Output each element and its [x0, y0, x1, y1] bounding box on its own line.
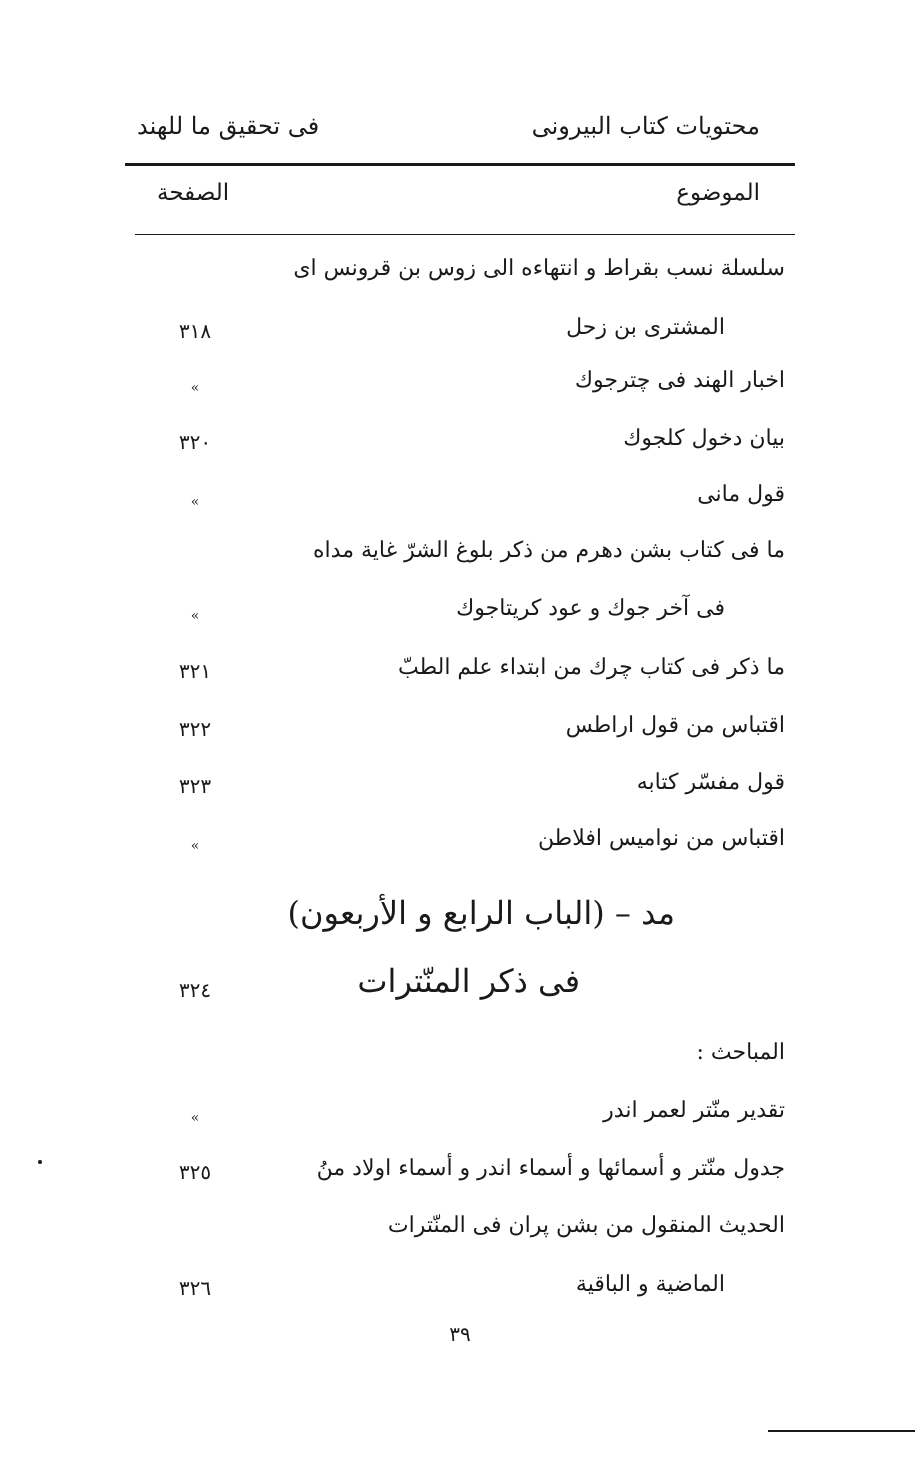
toc-entry [0, 482, 915, 522]
entry-text: جدول منّتر و أسمائها و أسماء اندر و أسماء اولاد منُ [316, 1156, 785, 1181]
toc-entry [0, 1098, 915, 1138]
entry-page: ٣١٨ [178, 319, 212, 343]
header-title-right: محتويات كتاب البيرونى [531, 112, 760, 140]
toc-entry [0, 426, 915, 466]
bottom-edge-rule [768, 1430, 915, 1432]
entry-text: الماضية و الباقية [575, 1272, 725, 1297]
entry-page: ٣٢١ [178, 659, 212, 683]
entry-page-ditto: » [190, 1110, 200, 1126]
ink-speck [38, 1160, 42, 1164]
entry-page: ٣٢٢ [178, 717, 212, 741]
entry-text: ما ذكر فى كتاب چرك من ابتداء علم الطبّ [397, 655, 785, 680]
sections-label-row [0, 1040, 915, 1080]
chapter-subtitle: فى ذكر المنّترات [357, 962, 580, 1000]
toc-entry [0, 826, 915, 866]
entry-text: سلسلة نسب بقراط و انتهاءه الى زوس بن قرونس اى [293, 256, 785, 281]
entry-text: تقدير منّتر لعمر اندر [603, 1098, 785, 1123]
sections-label: المباحث : [696, 1040, 785, 1065]
column-headings [125, 180, 795, 220]
entry-page: ٣٢٠ [178, 430, 212, 454]
entry-page: ٣٢٣ [178, 774, 212, 798]
toc-entry [0, 1213, 915, 1253]
entry-text: اقتباس من نواميس افلاطن [537, 826, 785, 851]
toc-entry [0, 770, 915, 810]
toc-entry [0, 1272, 915, 1312]
page-column-heading: الصفحة [157, 180, 230, 206]
entry-text: ما فى كتاب بشن دهرم من ذكر بلوغ الشرّ غاية مداه [313, 538, 785, 563]
chapter-page: ٣٢٤ [178, 978, 212, 1002]
toc-entry [0, 1156, 915, 1196]
entry-page-ditto: » [190, 608, 200, 624]
column-heading-rule [135, 234, 795, 235]
entry-text: اقتباس من قول اراطس [565, 713, 785, 738]
entry-page-ditto: » [190, 838, 200, 854]
entry-page: ٣٢٥ [178, 1160, 212, 1184]
entry-text: قول مفسّر كتابه [636, 770, 785, 795]
toc-entry [0, 368, 915, 408]
subject-column-heading: الموضوع [676, 180, 760, 206]
entry-text: الحديث المنقول من بشن پران فى المنّترات [387, 1213, 785, 1238]
page-number: ٣٩ [449, 1322, 471, 1346]
toc-entry [0, 315, 915, 355]
entry-text: بيان دخول كلجوك [623, 426, 785, 451]
entry-text: اخبار الهند فى چترجوك [574, 368, 785, 393]
header-rule [125, 163, 795, 166]
entry-page: ٣٢٦ [178, 1276, 212, 1300]
chapter-heading [0, 894, 915, 954]
toc-entry [0, 256, 915, 296]
entry-text: قول مانى [697, 482, 785, 507]
entry-text: المشترى بن زحل [566, 315, 725, 340]
chapter-subtitle-row [0, 962, 915, 1022]
entry-page-ditto: » [190, 380, 200, 396]
header-title-left: فى تحقيق ما للهند [137, 112, 320, 140]
chapter-title: مد – (الباب الرابع و الأربعون) [287, 894, 675, 932]
running-header [125, 112, 795, 152]
toc-entry [0, 596, 915, 636]
toc-entry [0, 538, 915, 578]
entry-text: فى آخر جوك و عود كريتاجوك [456, 596, 725, 621]
entry-page-ditto: » [190, 494, 200, 510]
toc-entry [0, 713, 915, 753]
toc-entry [0, 655, 915, 695]
